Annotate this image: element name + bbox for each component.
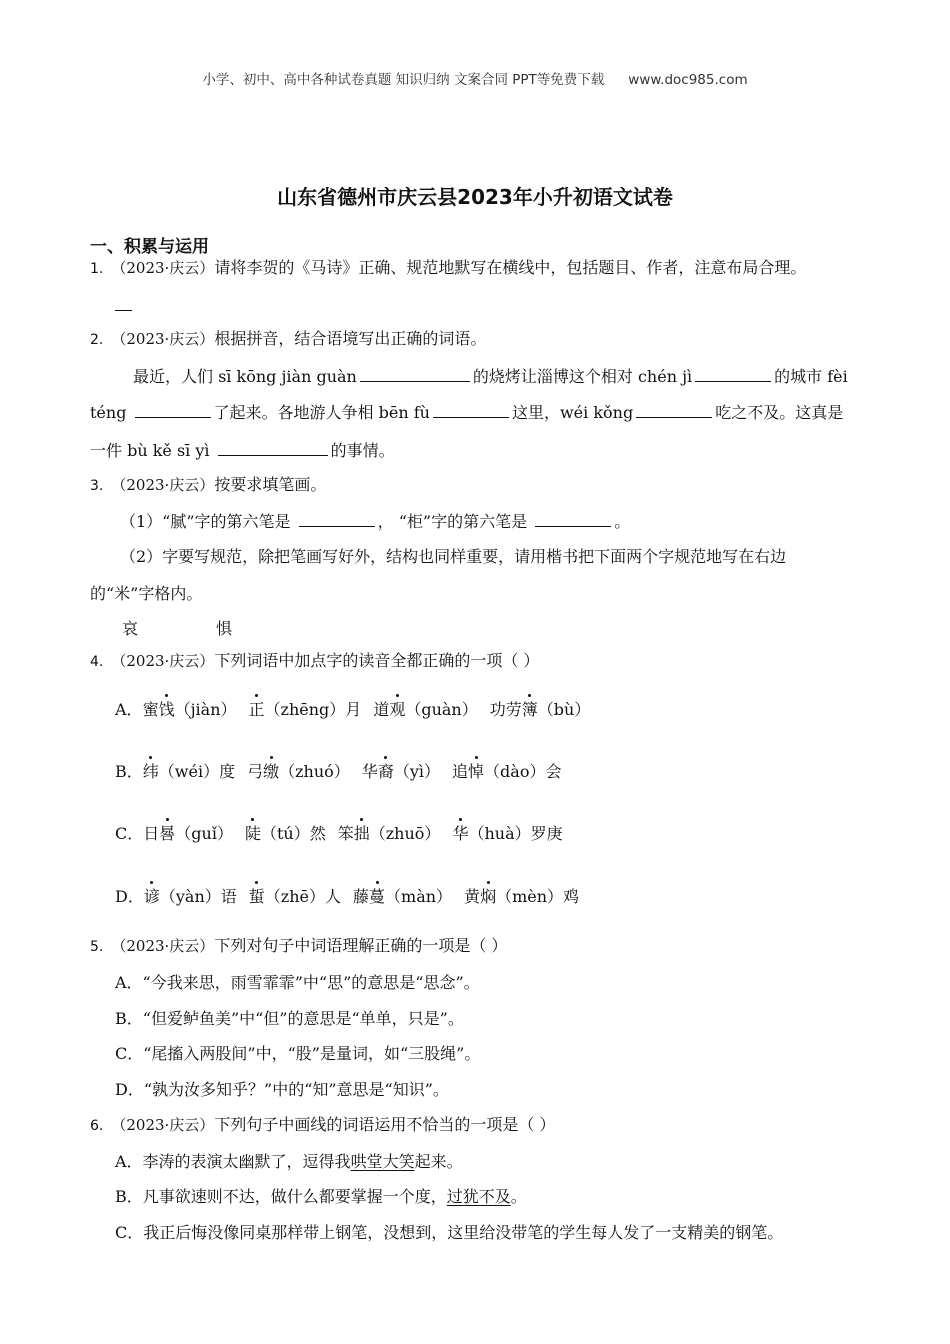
sub-question <box>120 546 786 568</box>
question-source: （2023·庆云） <box>111 1116 215 1134</box>
question-source: （2023·庆云） <box>111 259 215 277</box>
practice-characters <box>122 618 232 640</box>
page-title: 山东省德州市庆云县2023年小升初语文试卷 <box>277 185 673 209</box>
practice-char: 哀 <box>122 619 139 638</box>
option-text: B．凡事欲速则不达，做什么都要掌握一个度， <box>115 1187 447 1206</box>
sub-question-text: 。 <box>614 512 631 531</box>
option-text: 。 <box>510 1187 527 1206</box>
pinyin: （zhē）人 <box>264 887 341 906</box>
sub-question-text: （1）“腻”字的第六笔是 <box>120 512 291 531</box>
option-c[interactable] <box>115 823 563 845</box>
sub-question <box>120 510 630 533</box>
option-a[interactable]: A．“今我来思，雨雪霏霏”中“思”的意思是“思念”。 <box>115 973 480 992</box>
pinyin: （tú）然 <box>260 824 326 843</box>
dotted-char: 裔 <box>377 762 394 781</box>
word-text: 追 <box>452 762 469 781</box>
pinyin: （màn） <box>385 887 453 906</box>
pinyin: （dào）会 <box>484 762 562 781</box>
dotted-char: 缴 <box>263 762 280 781</box>
pinyin: （yàn）语 <box>159 887 237 906</box>
answer-blank[interactable] <box>535 510 611 527</box>
dotted-char: 饯 <box>158 700 175 719</box>
dotted-char: 拙 <box>353 824 370 843</box>
question-1 <box>90 257 806 280</box>
sub-question-text: （2）字要写规范，除把笔画写好外，结构也同样重要，请用楷书把下面两个字规范地写在右边 <box>120 547 787 566</box>
word-text: 道 <box>373 700 390 719</box>
word-text: 藤 <box>352 887 369 906</box>
pinyin: （guǐ） <box>175 824 233 843</box>
option-label: D． <box>115 887 144 906</box>
pinyin: （guàn） <box>405 700 478 719</box>
question-3 <box>90 474 326 497</box>
question-source: （2023·庆云） <box>111 652 215 670</box>
header-site[interactable]: www.doc985.com <box>628 72 748 88</box>
header-text: 小学、初中、高中各种试卷真题 知识归纳 文案合同 PPT等免费下载 <box>202 72 605 88</box>
option-a[interactable] <box>115 699 590 721</box>
answer-blank[interactable] <box>433 401 509 418</box>
question-number: 4. <box>90 654 104 670</box>
passage-line <box>90 439 395 462</box>
pinyin: （zhuō） <box>369 824 441 843</box>
pinyin: （huà）罗庚 <box>468 824 563 843</box>
passage-line <box>90 401 843 424</box>
question-6 <box>90 1114 555 1137</box>
passage-text: 了起来。各地游人争相 bēn fù <box>213 403 430 422</box>
pinyin: （zhēng）月 <box>264 700 362 719</box>
dotted-char: 正 <box>248 700 265 719</box>
pinyin: （jiàn） <box>174 700 237 719</box>
page-header <box>0 68 950 88</box>
answer-line <box>115 295 132 317</box>
question-text: 根据拼音，结合语境写出正确的词语。 <box>214 329 487 348</box>
passage-text: 的城市 fèi <box>774 367 848 386</box>
option-d[interactable]: D．“孰为汝多知乎？”中的“知”意思是“知识”。 <box>115 1080 449 1099</box>
option-label: B． <box>115 762 143 781</box>
word-text: 日 <box>143 824 160 843</box>
passage-text: 最近，人们 sī kōng jiàn guàn <box>133 367 357 386</box>
option-b[interactable] <box>115 1186 527 1208</box>
dotted-char: 蜇 <box>248 887 265 906</box>
question-text: 请将李贺的《马诗》正确、规范地默写在横线中，包括题目、作者，注意布局合理。 <box>214 258 807 277</box>
passage-text: 这里，wéi kǒng <box>511 403 634 422</box>
dotted-char: 谚 <box>143 887 160 906</box>
sub-question-text: ， “柜”字的第六笔是 <box>377 512 528 531</box>
dotted-char: 晷 <box>159 824 176 843</box>
question-4 <box>90 650 539 673</box>
question-5 <box>90 935 507 958</box>
underlined-phrase: 哄堂大笑 <box>350 1152 415 1171</box>
option-a[interactable] <box>115 1151 463 1173</box>
answer-blank[interactable] <box>360 365 470 382</box>
pinyin: （mèn）鸡 <box>496 887 580 906</box>
answer-blank[interactable] <box>135 401 211 418</box>
section-heading: 一、积累与运用 <box>90 237 209 257</box>
option-b[interactable] <box>115 761 561 783</box>
passage-text: téng <box>90 403 127 422</box>
dotted-char: 观 <box>389 700 406 719</box>
word-text: 弓 <box>247 762 264 781</box>
question-number: 6. <box>90 1118 104 1134</box>
question-number: 1. <box>90 261 104 277</box>
option-b[interactable]: B．“但爱鲈鱼美”中“但”的意思是“单单，只是”。 <box>115 1009 464 1028</box>
passage-text: 一件 bù kě sī yì <box>90 441 210 460</box>
dotted-char: 蔓 <box>369 887 386 906</box>
sub-question-text: 的“米”字格内。 <box>90 584 203 603</box>
pinyin: （zhuó） <box>279 762 350 781</box>
option-text: A．李涛的表演太幽默了，逗得我 <box>115 1152 351 1171</box>
question-source: （2023·庆云） <box>111 330 215 348</box>
answer-blank[interactable] <box>218 439 328 456</box>
question-text: 按要求填笔画。 <box>214 475 327 494</box>
question-number: 5. <box>90 939 104 955</box>
word-text: 黄 <box>464 887 481 906</box>
answer-blank[interactable] <box>299 510 375 527</box>
passage-text: 的事情。 <box>330 441 395 460</box>
pinyin: （bù） <box>537 700 591 719</box>
question-text: 下列对句子中词语理解正确的一项是（ ） <box>214 936 508 955</box>
option-label: A． <box>115 700 143 719</box>
passage-text: 的烧烤让淄博这个相对 chén jì <box>472 367 693 386</box>
dotted-char: 簿 <box>521 700 538 719</box>
answer-blank[interactable] <box>695 365 771 382</box>
answer-blank[interactable] <box>636 401 712 418</box>
practice-char: 惧 <box>216 619 233 638</box>
dotted-char: 陡 <box>244 824 261 843</box>
question-text: 下列句子中画线的词语运用不恰当的一项是（ ） <box>214 1115 556 1134</box>
question-2 <box>90 328 486 351</box>
word-text: 华 <box>361 762 378 781</box>
dotted-char: 焖 <box>480 887 497 906</box>
option-c[interactable]: C．我正后悔没像同桌那样带上钢笔，没想到，这里给没带笔的学生每人发了一支精美的钢笔。 <box>115 1223 784 1242</box>
sub-question <box>90 583 202 605</box>
answer-blank[interactable] <box>115 298 132 311</box>
question-source: （2023·庆云） <box>111 476 215 494</box>
word-text: 功劳 <box>489 700 522 719</box>
passage-text: 吃之不及。这真是 <box>715 403 844 422</box>
word-text: 蜜 <box>142 700 159 719</box>
pinyin: （yì） <box>393 762 440 781</box>
dotted-char: 纬 <box>142 762 159 781</box>
dotted-char: 华 <box>452 824 469 843</box>
pinyin: （wéi）度 <box>158 762 236 781</box>
dotted-char: 悼 <box>468 762 485 781</box>
option-label: C． <box>115 824 144 843</box>
word-text: 笨 <box>337 824 354 843</box>
underlined-phrase: 过犹不及 <box>446 1187 511 1206</box>
question-number: 2. <box>90 332 104 348</box>
option-d[interactable] <box>115 886 579 908</box>
option-text: 起来。 <box>414 1152 463 1171</box>
option-c[interactable]: C．“尾搐入两股间”中，“股”是量词，如“三股绳”。 <box>115 1044 481 1063</box>
passage-line <box>133 365 848 388</box>
question-text: 下列词语中加点字的读音全都正确的一项（ ） <box>214 651 540 670</box>
question-number: 3. <box>90 478 104 494</box>
question-source: （2023·庆云） <box>111 937 215 955</box>
